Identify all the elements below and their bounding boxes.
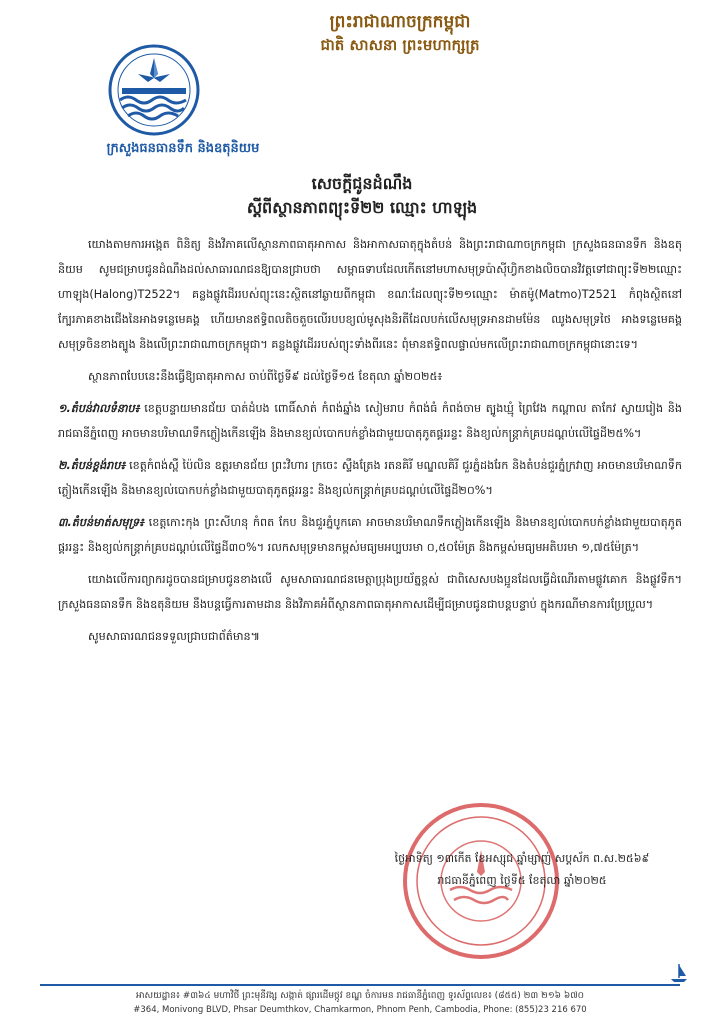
title-line-1: សេចក្ដីជូនដំណឹង	[311, 174, 413, 193]
solar-date: រាជធានីភ្នំពេញ ថ្ងៃទី៥ ខែតុលា ឆ្នាំ២០២៥	[437, 874, 607, 887]
document-body	[58, 232, 682, 656]
section-1-text: ខេត្តបន្ទាយមានជ័យ បាត់ដំបង ពោធិ៍សាត់ កំពង់ឆ្នាំង សៀមរាប កំពង់ធំ កំពង់ចាម ត្បូងឃ្មុំ ព្រៃវែង កណ្ដាល តាកែវ ស្វាយរៀង និងរាជធានីភ្នំពេញ អាចមានបរិមាណទឹកភ្លៀងកើនឡើង និងមានខ្យល់បោកបក់ខ្លាំងជាមួយបាតុភូតផ្គររន្ទះ និងខ្យល់កន្ត្រាក់គ្របដណ្ដប់លើផ្ទៃដី២៥%។	[58, 402, 682, 440]
boat-icon	[668, 962, 690, 984]
kingdom-header	[270, 10, 530, 56]
footer-address-km: អាសយដ្ឋាន៖ #៣៦៤ មហាវិថី ព្រះមុនីវង្ស សង្កាត់ ផ្សារដើមថ្កូវ ខណ្ឌ ចំការមន រាជធានីភ្នំពេញ ទូរស័ព្ទលេខ៖ (៨៥៥) ២៣ ២១៦ ៦៧០	[135, 991, 585, 1001]
footer-address-en: #364, Monivong BLVD, Phsar Deumthkov, Chamkarmon, Phnom Penh, Cambodia, Phone: (855)23 216 670	[133, 1005, 587, 1015]
section-2-text: ខេត្តកំពង់ស្ពឺ ប៉ៃលិន ឧត្ដរមានជ័យ ព្រះវិហារ ក្រចេះ ស្ទឹងត្រែង រតនគិរី មណ្ឌលគិរី ជួរភ្នំដងរែក និងតំបន់ជួរភ្នំក្រវាញ អាចមានបរិមាណទឹកភ្លៀងកើនឡើង និងមានខ្យល់បោកបក់ខ្លាំងជាមួយបាតុភូតផ្គររន្ទះ និងខ្យល់កន្ត្រាក់គ្របដណ្ដប់លើផ្ទៃដី២០%។	[58, 459, 682, 497]
section-1-heading: ១.តំបន់វាលទំនាប៖	[58, 402, 140, 415]
footer	[40, 989, 680, 1017]
document-title	[160, 172, 564, 220]
section-3-heading: ៣.តំបន់មាត់សមុទ្រ៖	[58, 516, 144, 529]
title-line-2: ស្ដីពីស្ថានភាពព្យុះទី២២ ឈ្មោះ ហាឡុង	[246, 198, 478, 217]
forecast-intro: ស្ថានភាពបែបនេះនឹងធ្វើឱ្យធាតុអាកាស ចាប់ពីថ្ងៃទី៩ ដល់ថ្ងៃទី១៥ ខែតុលា ឆ្នាំ២០២៥៖	[88, 370, 443, 383]
lunar-date: ថ្ងៃអាទិត្យ ១៣កើត ខែអស្សុជ ឆ្នាំម្សាញ់ សប្តស័ក ព.ស.២៥៦៩	[394, 852, 650, 865]
section-2-heading: ២.តំបន់ខ្ពង់រាប៖	[58, 459, 126, 472]
kingdom-line-2: ជាតិ សាសនា ព្រះមហាក្សត្រ	[320, 36, 480, 54]
section-1	[58, 396, 682, 446]
intro-paragraph: យោងតាមការអង្កេត ពិនិត្យ និងវិភាគលើស្ថានភាពធាតុអាកាស និងអាកាសធាតុក្នុងតំបន់ និងព្រះរាជាណាចក្រកម្ពុជា ក្រសួងធនធានទឹក និងឧតុនិយម សូមជម្រាបជូនដំណឹងដល់សាធារណជនឱ្យបានជ្រាបថា សម្ពាធទាបដែលកើតនៅមហាសមុទ្រប៉ាស៊ីហ្វិកខាងលិចបានវិវត្តទៅជាព្យុះទី២២ឈ្មោះ ហាឡុង(Halong)T2522។ គន្លងផ្លូវដើររបស់ព្យុះនេះស្ថិតនៅឆ្ងាយពីកម្ពុជា ខណៈដែលព្យុះទី២១ឈ្មោះ ម៉ាតម៉ូ(Matmo)T2521 កំពុងស្ថិតនៅក្បែរភាគខាងជើងនៃអាងទន្លេមេគង្គ ហើយមានឥទ្ធិពលតិចតួចលើរបបខ្យល់មូសុងនិរតីដែលបក់លើសមុទ្រអានដាមម៉ែន ឈូងសមុទ្រថៃ អាងទន្លេមេគង្គ សមុទ្រចិនខាងត្បូង និងលើព្រះរាជាណាចក្រកម្ពុជា។ គន្លងផ្លូវដើររបស់ព្យុះទាំងពីរនេះ ពុំមានឥទ្ធិពលផ្ទាល់មកលើព្រះរាជាណាចក្រកម្ពុជានោះទេ។	[58, 238, 682, 351]
ministry-name: ក្រសួងធនធានទឹក និងឧតុនិយម	[106, 141, 260, 156]
closing-paragraph: យោងលើការព្យាករដូចបានជម្រាបជូនខាងលើ សូមសាធារណជនមេត្តាប្រុងប្រយ័ត្នខ្ពស់ ជាពិសេសបងប្អូនដែលធ្វើដំណើរតាមផ្លូវគោក និងផ្លូវទឹក។ ក្រសួងធនធានទឹក និងឧតុនិយម នឹងបន្តធ្វើការតាមដាន និងវិភាគអំពីស្ថានភាពធាតុអាកាសដើម្បីជម្រាបជូនជាបន្តបន្ទាប់ ក្នុងករណីមានការប្រែប្រួល។	[58, 573, 682, 611]
date-block	[372, 848, 672, 892]
footer-divider	[40, 984, 680, 986]
ministry-logo	[108, 44, 200, 136]
sign-off: សូមសាធារណជនទទួលជ្រាបជាព័ត៌មាន៕	[88, 630, 260, 643]
section-3-text: ខេត្តកោះកុង ព្រះសីហនុ កំពត កែប និងជួរភ្នំបូកគោ អាចមានបរិមាណទឹកភ្លៀងកើនឡើង និងមានខ្យល់បោកបក់ខ្លាំងជាមួយបាតុភូតផ្គររន្ទះ និងខ្យល់កន្ត្រាក់គ្របដណ្ដប់លើផ្ទៃដី៣០%។ រលកសមុទ្រមានកម្ពស់មធ្យមអប្បបរមា ០,៥០ម៉ែត្រ និងកម្ពស់មធ្យមអតិបរមា ១,៧៥ម៉ែត្រ។	[58, 516, 682, 554]
kingdom-line-1: ព្រះរាជាណាចក្រកម្ពុជា	[329, 12, 471, 32]
section-3	[58, 510, 682, 560]
section-2	[58, 453, 682, 503]
